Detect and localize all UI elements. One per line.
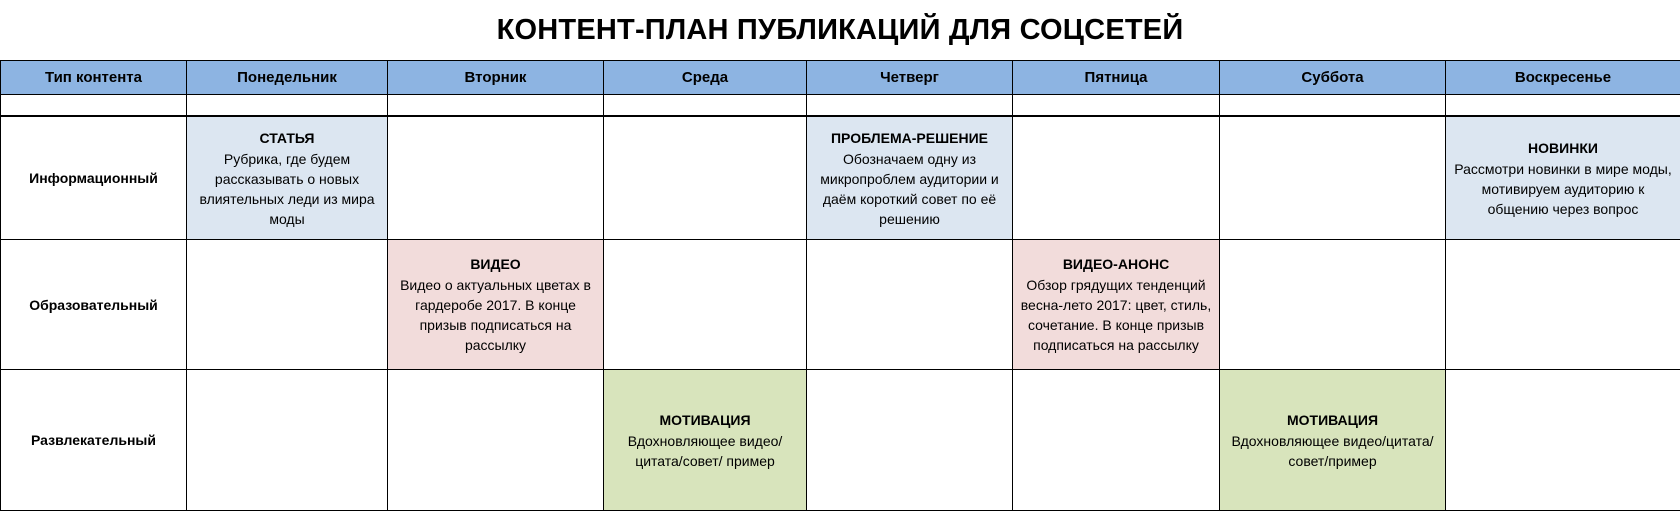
row-entertainment xyxy=(1,370,1680,511)
content-type-cell[interactable]: Информационный xyxy=(1,116,187,240)
empty-cell[interactable] xyxy=(1220,95,1446,117)
header-cell-tuesday[interactable]: Вторник xyxy=(388,61,604,95)
post-description: Обзор грядущих тенденций весна-лето 2017: цвет, стиль, сочетание. В конце призыв подписаться на рассылку xyxy=(1017,275,1215,355)
plan-cell-tuesday[interactable] xyxy=(388,240,604,370)
header-cell-type[interactable]: Тип контента xyxy=(1,61,187,95)
plan-cell-thursday[interactable] xyxy=(807,370,1013,511)
plan-cell-wednesday[interactable] xyxy=(604,240,807,370)
post-title: СТАТЬЯ xyxy=(191,128,383,148)
header-cell-thursday[interactable]: Четверг xyxy=(807,61,1013,95)
row-informational xyxy=(1,116,1680,240)
post-description: Обозначаем одну из микропроблем аудитории и даём короткий совет по её решению xyxy=(811,149,1008,229)
plan-cell-friday[interactable] xyxy=(1013,116,1220,240)
header-cell-wednesday[interactable]: Среда xyxy=(604,61,807,95)
empty-cell[interactable] xyxy=(388,95,604,117)
content-type-cell[interactable]: Образовательный xyxy=(1,240,187,370)
header-cell-saturday[interactable]: Суббота xyxy=(1220,61,1446,95)
plan-cell-monday[interactable] xyxy=(187,116,388,240)
plan-cell-sunday[interactable] xyxy=(1446,240,1680,370)
plan-cell-tuesday[interactable] xyxy=(388,116,604,240)
content-type-cell[interactable]: Развлекательный xyxy=(1,370,187,511)
header-cell-monday[interactable]: Понедельник xyxy=(187,61,388,95)
post-description: Видео о актуальных цветах в гардеробе 2017. В конце призыв подписаться на рассылку xyxy=(392,275,599,355)
empty-cell[interactable] xyxy=(807,95,1013,117)
post-title: МОТИВАЦИЯ xyxy=(608,410,802,430)
post-title: МОТИВАЦИЯ xyxy=(1224,410,1441,430)
post-description: Рассмотри новинки в мире моды, мотивируем аудиторию к общению через вопрос xyxy=(1450,159,1676,219)
plan-cell-wednesday[interactable] xyxy=(604,370,807,511)
post-title: ПРОБЛЕМА-РЕШЕНИЕ xyxy=(811,128,1008,148)
post-title: НОВИНКИ xyxy=(1450,138,1676,158)
plan-cell-tuesday[interactable] xyxy=(388,370,604,511)
plan-cell-thursday[interactable] xyxy=(807,240,1013,370)
header-cell-friday[interactable]: Пятница xyxy=(1013,61,1220,95)
empty-row xyxy=(1,95,1680,117)
header-cell-sunday[interactable]: Воскресенье xyxy=(1446,61,1680,95)
plan-cell-friday[interactable] xyxy=(1013,370,1220,511)
post-description: Вдохновляющее видео/цитата/совет/ пример xyxy=(608,431,802,471)
plan-cell-wednesday[interactable] xyxy=(604,116,807,240)
row-educational xyxy=(1,240,1680,370)
plan-cell-thursday[interactable] xyxy=(807,116,1013,240)
plan-cell-saturday[interactable] xyxy=(1220,240,1446,370)
plan-cell-sunday[interactable] xyxy=(1446,116,1680,240)
plan-cell-friday[interactable] xyxy=(1013,240,1220,370)
plan-cell-saturday[interactable] xyxy=(1220,116,1446,240)
plan-cell-monday[interactable] xyxy=(187,370,388,511)
plan-cell-sunday[interactable] xyxy=(1446,370,1680,511)
empty-cell[interactable] xyxy=(1013,95,1220,117)
post-description: Рубрика, где будем рассказывать о новых влиятельных леди из мира моды xyxy=(191,149,383,229)
content-plan-table xyxy=(0,60,1680,511)
empty-cell[interactable] xyxy=(187,95,388,117)
empty-cell[interactable] xyxy=(1,95,187,117)
empty-cell[interactable] xyxy=(1446,95,1680,117)
post-title: ВИДЕО xyxy=(392,254,599,274)
plan-cell-saturday[interactable] xyxy=(1220,370,1446,511)
post-title: ВИДЕО-АНОНС xyxy=(1017,254,1215,274)
post-description: Вдохновляющее видео/цитата/совет/пример xyxy=(1224,431,1441,471)
plan-cell-monday[interactable] xyxy=(187,240,388,370)
page-title: КОНТЕНТ-ПЛАН ПУБЛИКАЦИЙ ДЛЯ СОЦСЕТЕЙ xyxy=(0,0,1680,60)
empty-cell[interactable] xyxy=(604,95,807,117)
header-row xyxy=(1,61,1680,95)
